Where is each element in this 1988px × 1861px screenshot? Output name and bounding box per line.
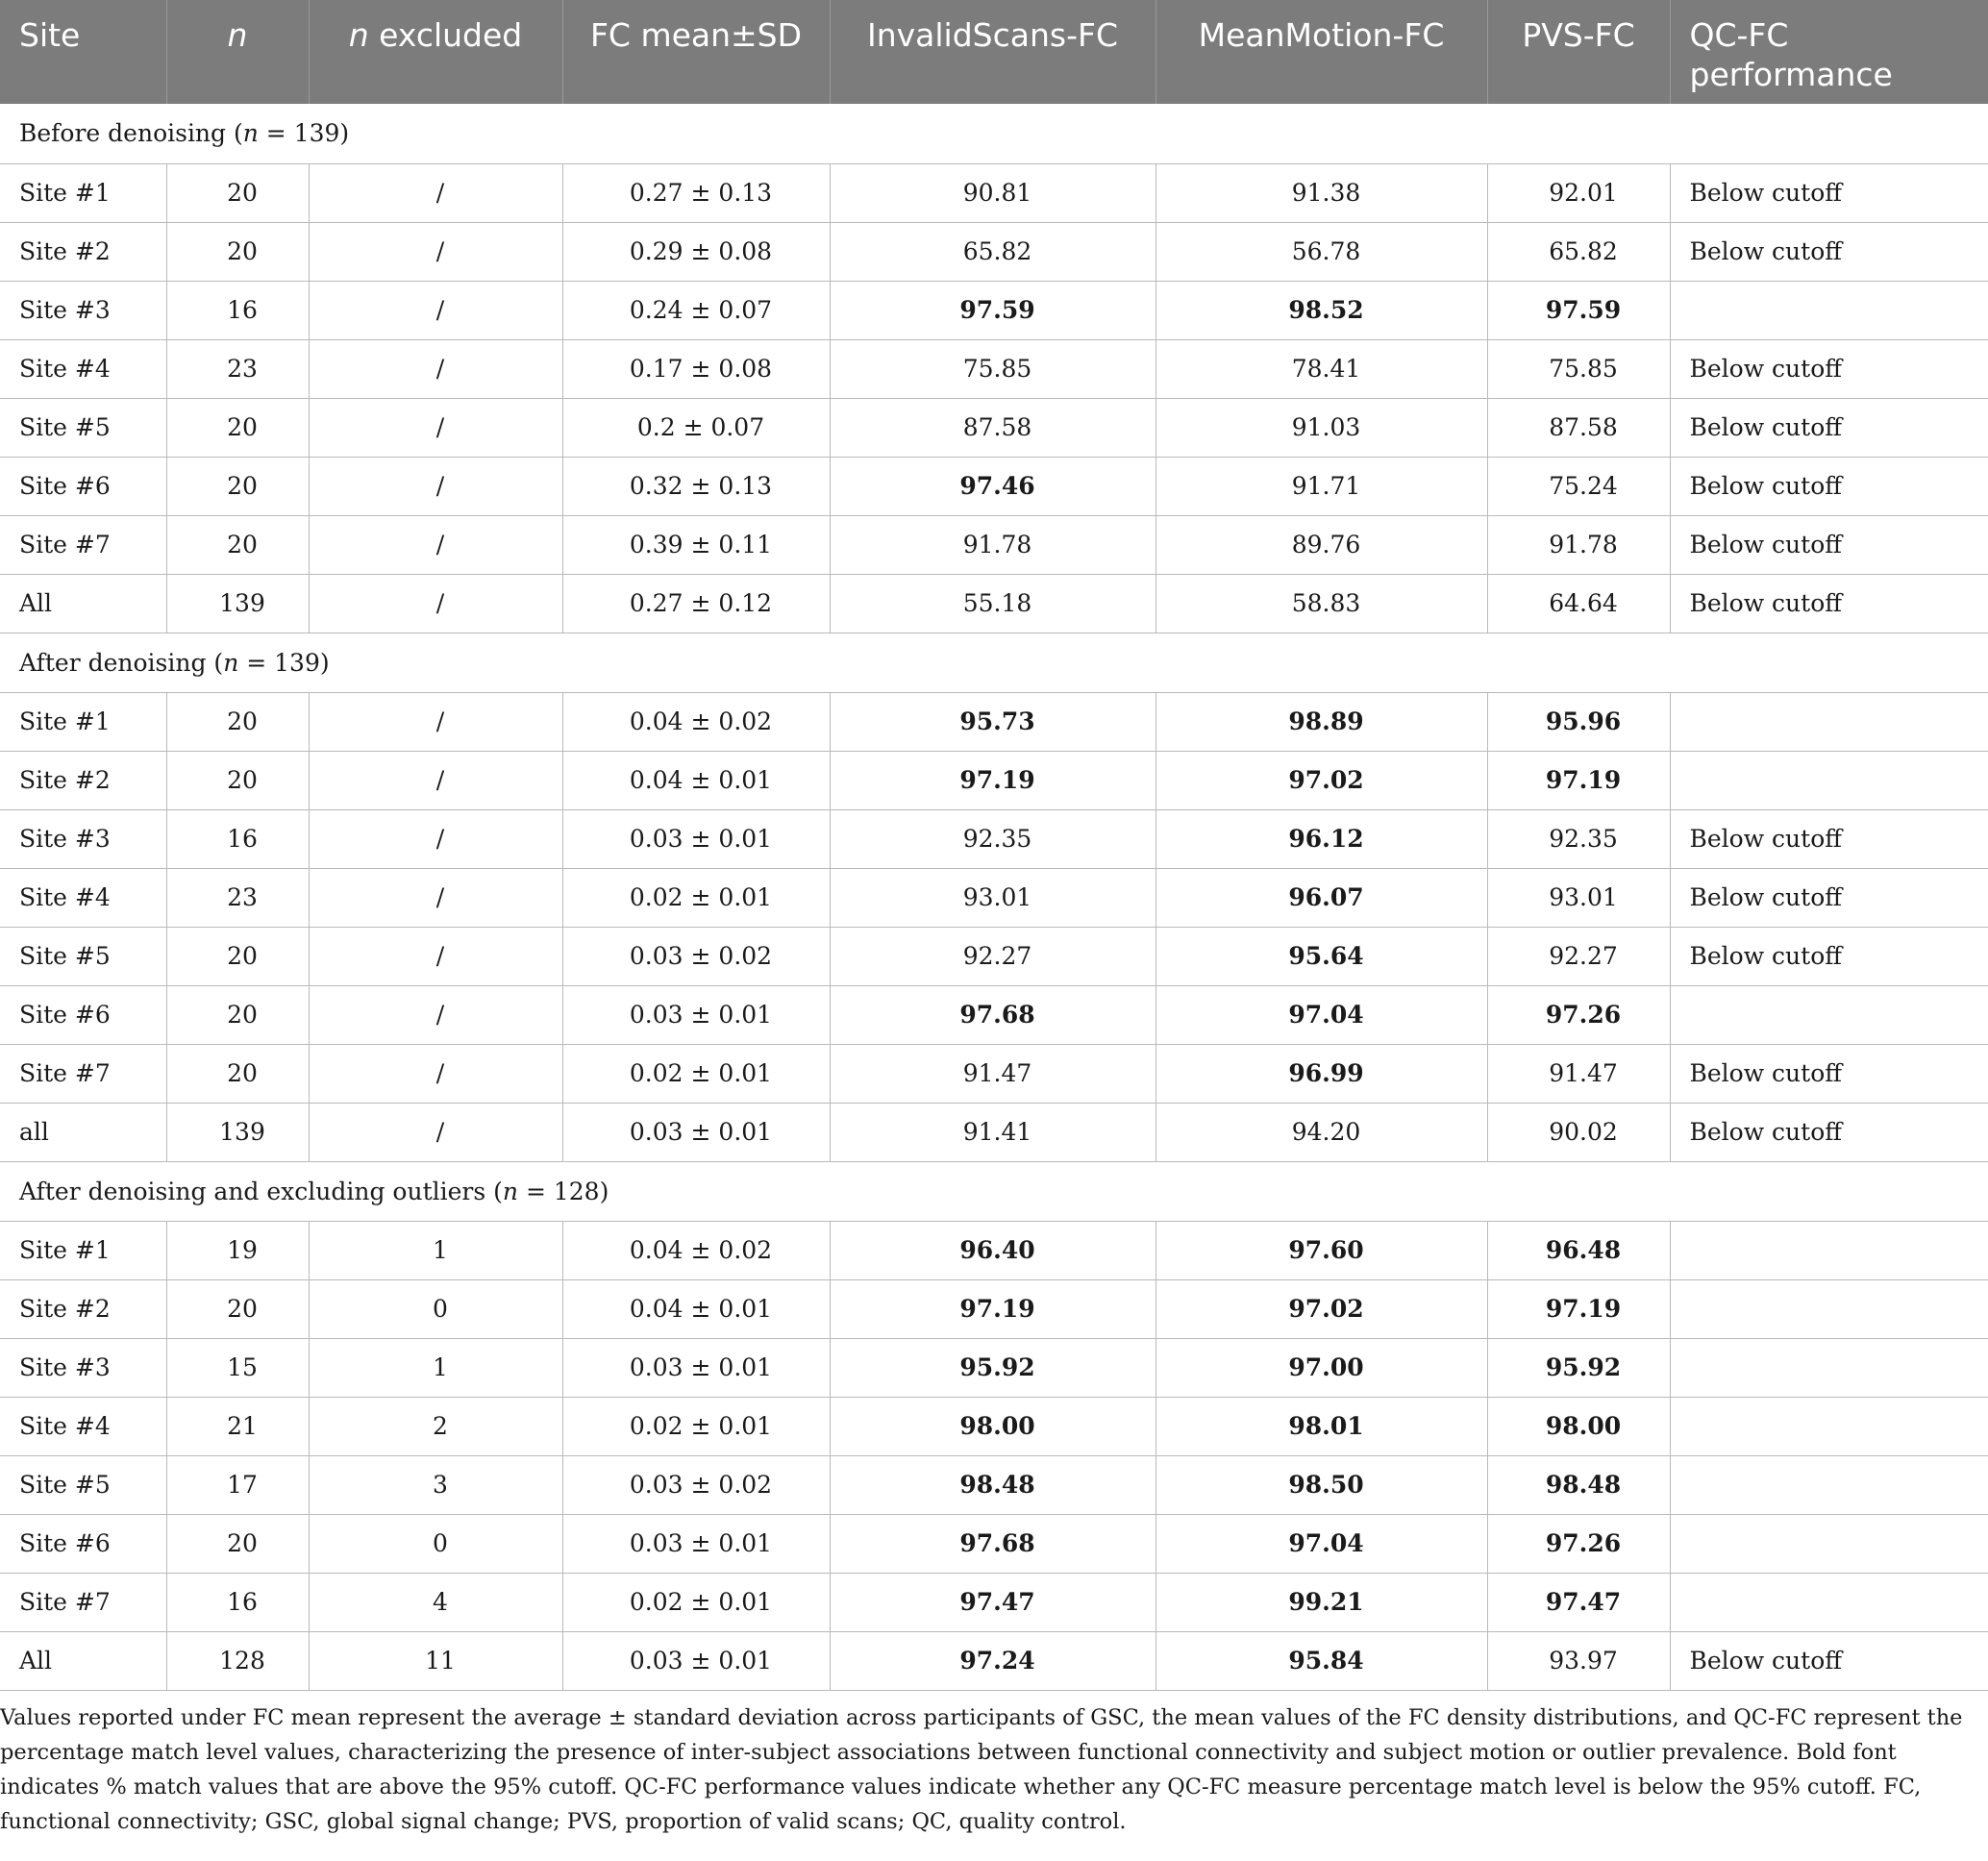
cell-site: Site #2: [0, 1279, 166, 1338]
cell-fc-mean: 0.03 ± 0.01: [562, 985, 830, 1044]
cell-mean-motion: 96.99: [1156, 1044, 1487, 1103]
cell-n-excluded: /: [309, 515, 562, 574]
header-n-excluded: [309, 0, 562, 104]
cell-n-excluded: /: [309, 398, 562, 457]
cell-n: 20: [166, 1044, 309, 1103]
cell-fc-mean: 0.03 ± 0.01: [562, 1103, 830, 1161]
cell-mean-motion: 91.38: [1156, 163, 1487, 222]
cell-site: Site #2: [0, 222, 166, 281]
cell-invalid-scans: 87.58: [830, 398, 1156, 457]
cell-pvs: 87.58: [1487, 398, 1670, 457]
table-row: [0, 1573, 1988, 1631]
cell-mean-motion: 96.12: [1156, 809, 1487, 868]
cell-site: All: [0, 574, 166, 633]
table-row: [0, 1279, 1988, 1338]
cell-fc-mean: 0.29 ± 0.08: [562, 222, 830, 281]
cell-n: 16: [166, 809, 309, 868]
cell-invalid-scans: 91.78: [830, 515, 1156, 574]
cell-pvs: 92.35: [1487, 809, 1670, 868]
table-row: [0, 163, 1988, 222]
cell-fc-mean: 0.39 ± 0.11: [562, 515, 830, 574]
cell-site: Site #5: [0, 398, 166, 457]
cell-n: 15: [166, 1338, 309, 1397]
cell-site: Site #6: [0, 985, 166, 1044]
header-n-excluded-italic: n: [348, 16, 369, 54]
cell-n: 16: [166, 281, 309, 339]
cell-mean-motion: 94.20: [1156, 1103, 1487, 1161]
cell-site: Site #1: [0, 1221, 166, 1279]
cell-fc-mean: 0.17 ± 0.08: [562, 339, 830, 398]
cell-pvs: 64.64: [1487, 574, 1670, 633]
cell-pvs: 91.78: [1487, 515, 1670, 574]
header-pvs: PVS-FC: [1487, 0, 1670, 104]
cell-fc-mean: 0.03 ± 0.02: [562, 1455, 830, 1514]
cell-qc-performance: [1670, 1279, 1988, 1338]
cell-n-excluded: /: [309, 751, 562, 809]
cell-mean-motion: 95.84: [1156, 1631, 1487, 1690]
table-row: [0, 1455, 1988, 1514]
section-title-suffix: = 139): [258, 119, 350, 148]
cell-qc-performance: Below cutoff: [1670, 163, 1988, 222]
cell-n: 20: [166, 927, 309, 985]
cell-fc-mean: 0.04 ± 0.02: [562, 692, 830, 751]
cell-qc-performance: Below cutoff: [1670, 574, 1988, 633]
cell-n-excluded: 11: [309, 1631, 562, 1690]
cell-site: Site #7: [0, 1044, 166, 1103]
cell-pvs: 75.24: [1487, 457, 1670, 515]
cell-n-excluded: /: [309, 868, 562, 927]
section-title-italic: n: [502, 1177, 519, 1205]
section-row: [0, 104, 1988, 163]
cell-n-excluded: /: [309, 927, 562, 985]
cell-pvs: 97.47: [1487, 1573, 1670, 1631]
cell-invalid-scans: 98.48: [830, 1455, 1156, 1514]
cell-n-excluded: /: [309, 1044, 562, 1103]
cell-mean-motion: 78.41: [1156, 339, 1487, 398]
cell-qc-performance: Below cutoff: [1670, 1103, 1988, 1161]
cell-n-excluded: /: [309, 692, 562, 751]
cell-qc-performance: Below cutoff: [1670, 927, 1988, 985]
cell-mean-motion: 97.02: [1156, 751, 1487, 809]
cell-pvs: 97.19: [1487, 1279, 1670, 1338]
cell-fc-mean: 0.03 ± 0.01: [562, 1514, 830, 1573]
table-row: [0, 1044, 1988, 1103]
header-invalid-scans: InvalidScans-FC: [830, 0, 1156, 104]
table-row: [0, 281, 1988, 339]
cell-qc-performance: [1670, 1455, 1988, 1514]
cell-fc-mean: 0.27 ± 0.12: [562, 574, 830, 633]
cell-fc-mean: 0.2 ± 0.07: [562, 398, 830, 457]
cell-n-excluded: /: [309, 222, 562, 281]
cell-fc-mean: 0.02 ± 0.01: [562, 868, 830, 927]
cell-n: 20: [166, 1514, 309, 1573]
cell-n-excluded: 4: [309, 1573, 562, 1631]
cell-pvs: 93.97: [1487, 1631, 1670, 1690]
cell-invalid-scans: 93.01: [830, 868, 1156, 927]
table-row: [0, 985, 1988, 1044]
cell-pvs: 98.00: [1487, 1397, 1670, 1455]
cell-fc-mean: 0.27 ± 0.13: [562, 163, 830, 222]
cell-qc-performance: Below cutoff: [1670, 515, 1988, 574]
cell-n: 20: [166, 751, 309, 809]
section-title-prefix: After denoising and excluding outliers (: [19, 1177, 503, 1205]
section-title: [0, 1161, 1988, 1221]
cell-pvs: 65.82: [1487, 222, 1670, 281]
cell-qc-performance: [1670, 1221, 1988, 1279]
cell-n: 20: [166, 457, 309, 515]
cell-pvs: 93.01: [1487, 868, 1670, 927]
table-body: [0, 104, 1988, 1690]
cell-n-excluded: /: [309, 1103, 562, 1161]
cell-invalid-scans: 97.19: [830, 1279, 1156, 1338]
cell-n: 23: [166, 339, 309, 398]
cell-n-excluded: 3: [309, 1455, 562, 1514]
cell-invalid-scans: 97.47: [830, 1573, 1156, 1631]
cell-qc-performance: [1670, 1338, 1988, 1397]
header-qc-performance: QC-FC performance: [1670, 0, 1988, 104]
cell-mean-motion: 98.52: [1156, 281, 1487, 339]
cell-invalid-scans: 95.73: [830, 692, 1156, 751]
cell-mean-motion: 91.71: [1156, 457, 1487, 515]
header-site: Site: [0, 0, 166, 104]
cell-n-excluded: /: [309, 574, 562, 633]
cell-n: 139: [166, 574, 309, 633]
cell-n: 20: [166, 1279, 309, 1338]
cell-n: 17: [166, 1455, 309, 1514]
cell-pvs: 95.96: [1487, 692, 1670, 751]
cell-fc-mean: 0.04 ± 0.02: [562, 1221, 830, 1279]
cell-n: 20: [166, 163, 309, 222]
table-row: [0, 1221, 1988, 1279]
cell-n-excluded: /: [309, 457, 562, 515]
cell-mean-motion: 98.50: [1156, 1455, 1487, 1514]
cell-pvs: 98.48: [1487, 1455, 1670, 1514]
cell-site: All: [0, 1631, 166, 1690]
cell-mean-motion: 97.60: [1156, 1221, 1487, 1279]
cell-qc-performance: Below cutoff: [1670, 339, 1988, 398]
section-title-italic: n: [223, 648, 239, 677]
table-row: [0, 574, 1988, 633]
table-row: [0, 692, 1988, 751]
cell-site: Site #4: [0, 339, 166, 398]
cell-invalid-scans: 97.68: [830, 985, 1156, 1044]
cell-n: 20: [166, 985, 309, 1044]
cell-mean-motion: 98.01: [1156, 1397, 1487, 1455]
table-row: [0, 868, 1988, 927]
cell-pvs: 90.02: [1487, 1103, 1670, 1161]
cell-pvs: 92.01: [1487, 163, 1670, 222]
cell-fc-mean: 0.24 ± 0.07: [562, 281, 830, 339]
header-n-text: n: [227, 16, 248, 54]
cell-site: Site #3: [0, 1338, 166, 1397]
cell-mean-motion: 89.76: [1156, 515, 1487, 574]
cell-fc-mean: 0.02 ± 0.01: [562, 1397, 830, 1455]
cell-n: 139: [166, 1103, 309, 1161]
cell-n: 20: [166, 692, 309, 751]
cell-invalid-scans: 97.46: [830, 457, 1156, 515]
cell-fc-mean: 0.02 ± 0.01: [562, 1044, 830, 1103]
header-fc-mean: FC mean±SD: [562, 0, 830, 104]
cell-n-excluded: 1: [309, 1338, 562, 1397]
cell-invalid-scans: 75.85: [830, 339, 1156, 398]
cell-site: Site #7: [0, 1573, 166, 1631]
cell-n-excluded: 0: [309, 1279, 562, 1338]
cell-fc-mean: 0.04 ± 0.01: [562, 751, 830, 809]
cell-mean-motion: 95.64: [1156, 927, 1487, 985]
cell-site: Site #6: [0, 1514, 166, 1573]
cell-invalid-scans: 55.18: [830, 574, 1156, 633]
cell-invalid-scans: 95.92: [830, 1338, 1156, 1397]
cell-invalid-scans: 91.41: [830, 1103, 1156, 1161]
cell-invalid-scans: 97.68: [830, 1514, 1156, 1573]
cell-n-excluded: /: [309, 163, 562, 222]
cell-qc-performance: [1670, 985, 1988, 1044]
table-row: [0, 339, 1988, 398]
section-title-prefix: After denoising (: [19, 648, 224, 677]
cell-mean-motion: 97.00: [1156, 1338, 1487, 1397]
cell-qc-performance: [1670, 751, 1988, 809]
cell-pvs: 97.19: [1487, 751, 1670, 809]
cell-pvs: 91.47: [1487, 1044, 1670, 1103]
cell-n-excluded: 1: [309, 1221, 562, 1279]
cell-qc-performance: Below cutoff: [1670, 398, 1988, 457]
cell-n: 20: [166, 515, 309, 574]
cell-qc-performance: Below cutoff: [1670, 1044, 1988, 1103]
cell-pvs: 96.48: [1487, 1221, 1670, 1279]
table-row: [0, 398, 1988, 457]
cell-pvs: 75.85: [1487, 339, 1670, 398]
cell-n: 21: [166, 1397, 309, 1455]
table-row: [0, 222, 1988, 281]
cell-fc-mean: 0.03 ± 0.02: [562, 927, 830, 985]
cell-n-excluded: /: [309, 281, 562, 339]
cell-mean-motion: 97.04: [1156, 985, 1487, 1044]
section-row: [0, 633, 1988, 692]
table-row: [0, 927, 1988, 985]
cell-n-excluded: /: [309, 339, 562, 398]
cell-fc-mean: 0.32 ± 0.13: [562, 457, 830, 515]
cell-mean-motion: 97.02: [1156, 1279, 1487, 1338]
cell-fc-mean: 0.04 ± 0.01: [562, 1279, 830, 1338]
section-title-prefix: Before denoising (: [19, 119, 243, 148]
cell-mean-motion: 98.89: [1156, 692, 1487, 751]
cell-site: Site #5: [0, 927, 166, 985]
cell-invalid-scans: 97.59: [830, 281, 1156, 339]
cell-mean-motion: 58.83: [1156, 574, 1487, 633]
section-title-italic: n: [242, 119, 259, 148]
cell-qc-performance: [1670, 1514, 1988, 1573]
cell-site: Site #1: [0, 163, 166, 222]
header-n: [166, 0, 309, 104]
table-row: [0, 515, 1988, 574]
cell-invalid-scans: 91.47: [830, 1044, 1156, 1103]
section-title-suffix: = 128): [518, 1177, 609, 1205]
cell-invalid-scans: 90.81: [830, 163, 1156, 222]
cell-site: Site #1: [0, 692, 166, 751]
cell-fc-mean: 0.03 ± 0.01: [562, 1631, 830, 1690]
header-mean-motion: MeanMotion-FC: [1156, 0, 1487, 104]
cell-fc-mean: 0.02 ± 0.01: [562, 1573, 830, 1631]
cell-fc-mean: 0.03 ± 0.01: [562, 1338, 830, 1397]
table-row: [0, 1514, 1988, 1573]
cell-site: Site #4: [0, 868, 166, 927]
table-row: [0, 457, 1988, 515]
cell-site: Site #4: [0, 1397, 166, 1455]
cell-invalid-scans: 92.27: [830, 927, 1156, 985]
section-title-suffix: = 139): [238, 648, 330, 677]
cell-invalid-scans: 98.00: [830, 1397, 1156, 1455]
table-row: [0, 1631, 1988, 1690]
cell-mean-motion: 99.21: [1156, 1573, 1487, 1631]
cell-fc-mean: 0.03 ± 0.01: [562, 809, 830, 868]
cell-n: 20: [166, 398, 309, 457]
table-row: [0, 1103, 1988, 1161]
cell-pvs: 97.26: [1487, 985, 1670, 1044]
cell-site: Site #6: [0, 457, 166, 515]
cell-site: all: [0, 1103, 166, 1161]
cell-pvs: 97.26: [1487, 1514, 1670, 1573]
cell-n: 16: [166, 1573, 309, 1631]
cell-pvs: 95.92: [1487, 1338, 1670, 1397]
cell-qc-performance: [1670, 1397, 1988, 1455]
cell-qc-performance: [1670, 1573, 1988, 1631]
cell-qc-performance: Below cutoff: [1670, 868, 1988, 927]
cell-qc-performance: Below cutoff: [1670, 457, 1988, 515]
table-row: [0, 1397, 1988, 1455]
cell-qc-performance: Below cutoff: [1670, 1631, 1988, 1690]
table-row: [0, 1338, 1988, 1397]
cell-qc-performance: [1670, 692, 1988, 751]
cell-n: 23: [166, 868, 309, 927]
cell-invalid-scans: 97.19: [830, 751, 1156, 809]
section-row: [0, 1161, 1988, 1221]
table-header: [0, 0, 1988, 104]
header-n-excluded-rest: excluded: [368, 16, 523, 54]
cell-site: Site #7: [0, 515, 166, 574]
cell-qc-performance: [1670, 281, 1988, 339]
table-footnote: Values reported under FC mean represent the average ± standard deviation across participants of GSC, the mean values of the FC density distributions, and QC-FC represent the percentage match level values, characterizing the presence of inter-subject associations between functional connectivity and subject motion or outlier prevalence. Bold font indicates % match values that are above the 95% cutoff. QC-FC performance values indicate whether any QC-FC measure percentage match level is below the 95% cutoff. FC, functional connectivity; GSC, global signal change; PVS, proportion of valid scans; QC, quality control.: [0, 1704, 1963, 1834]
section-title: [0, 104, 1988, 163]
cell-site: Site #3: [0, 809, 166, 868]
cell-mean-motion: 56.78: [1156, 222, 1487, 281]
cell-n: 20: [166, 222, 309, 281]
cell-qc-performance: Below cutoff: [1670, 222, 1988, 281]
cell-invalid-scans: 65.82: [830, 222, 1156, 281]
cell-mean-motion: 97.04: [1156, 1514, 1487, 1573]
cell-n-excluded: 0: [309, 1514, 562, 1573]
cell-n-excluded: /: [309, 985, 562, 1044]
cell-site: Site #2: [0, 751, 166, 809]
cell-qc-performance: Below cutoff: [1670, 809, 1988, 868]
cell-mean-motion: 96.07: [1156, 868, 1487, 927]
cell-n-excluded: /: [309, 809, 562, 868]
table-row: [0, 751, 1988, 809]
cell-n: 128: [166, 1631, 309, 1690]
cell-pvs: 97.59: [1487, 281, 1670, 339]
cell-pvs: 92.27: [1487, 927, 1670, 985]
cell-invalid-scans: 96.40: [830, 1221, 1156, 1279]
cell-n: 19: [166, 1221, 309, 1279]
cell-invalid-scans: 92.35: [830, 809, 1156, 868]
cell-mean-motion: 91.03: [1156, 398, 1487, 457]
cell-n-excluded: 2: [309, 1397, 562, 1455]
section-title: [0, 633, 1988, 692]
cell-invalid-scans: 97.24: [830, 1631, 1156, 1690]
cell-site: Site #5: [0, 1455, 166, 1514]
cell-site: Site #3: [0, 281, 166, 339]
table-row: [0, 809, 1988, 868]
